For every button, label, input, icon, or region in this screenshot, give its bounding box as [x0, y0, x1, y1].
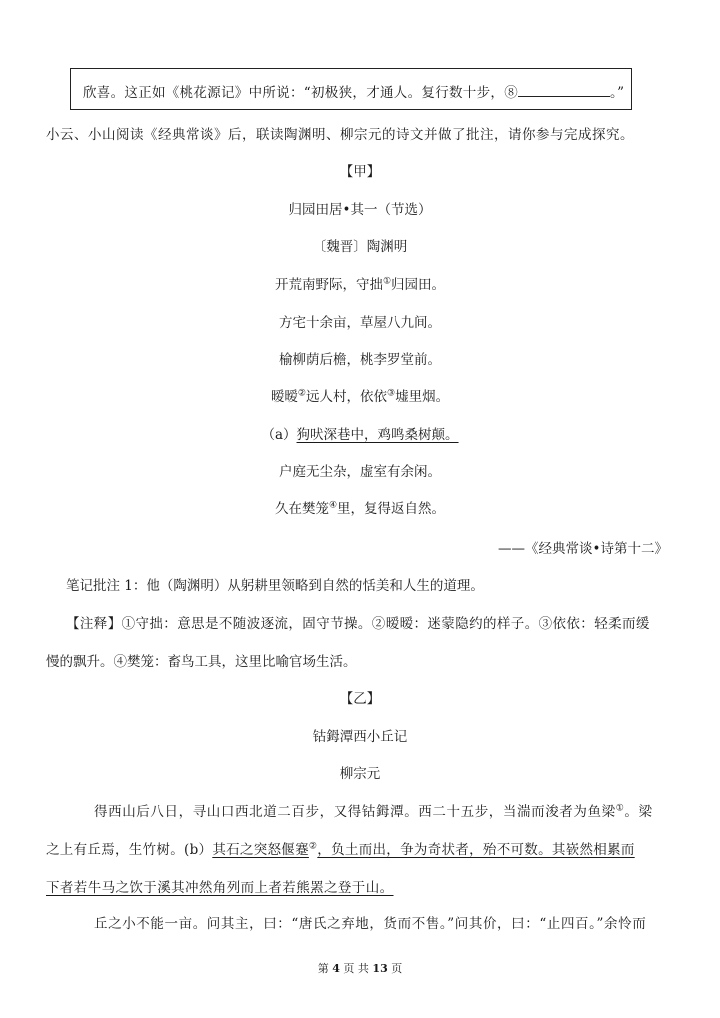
underlined-sentence-a: 狗吠深巷中，鸡鸣桑树颠。 — [296, 427, 459, 443]
poem-source: ——《经典常谈•诗第十二》 — [498, 541, 668, 557]
box-text: 欣喜。这正如《桃花源记》中所说：“初极狭，才通人。复行数十步，⑧ — [83, 85, 519, 101]
underlined-sentence-b: 其石之突怒偃蹇 — [212, 842, 309, 858]
note-marker: ③ — [387, 388, 396, 399]
heading-yi: 【乙】 — [339, 691, 381, 707]
poem-line-6: 户庭无尘杂，虚室有余闲。 — [279, 464, 441, 480]
intro-text: 小云、小山阅读《经典常谈》后，联读陶渊明、柳宗元的诗文并做了批注，请你参与完成探究。 — [46, 127, 634, 143]
note-marker: ④ — [328, 500, 338, 511]
poem-line-2: 方宅十余亩，草屋八九间。 — [279, 315, 441, 331]
essay-line-2: 之上有丘焉，生竹树。(b）其石之突怒偃蹇②，负土而出，争为奇状者，殆不可数。其嵚然相累而 — [46, 841, 635, 858]
answer-blank-8[interactable] — [518, 84, 610, 97]
note-marker: ① — [615, 803, 625, 814]
note-marker: ② — [308, 841, 318, 852]
note-marker: ① — [382, 276, 392, 287]
quote-box — [70, 68, 632, 110]
essay-author: 柳宗元 — [339, 766, 381, 782]
underlined-sentence-b-cont: ，负土而出，争为奇状者，殆不可数。其嵚然相累而 — [317, 842, 635, 858]
essay-title: 钴鉧潭西小丘记 — [312, 729, 408, 745]
essay-line-3-underlined: 下者若牛马之饮于溪其冲然角列而上者若熊罴之登于山。 — [46, 880, 394, 896]
annotation-line-2: 慢的飘升。④樊笼：畜鸟工具，这里比喻官场生活。 — [46, 654, 357, 670]
page-footer: 第 4 页 共 13 页 — [317, 962, 403, 975]
poem-line-3: 榆柳荫后檐，桃李罗堂前。 — [279, 352, 441, 368]
poem-line-1: 开荒南野际，守拙①归园田。 — [274, 276, 446, 293]
page-number: 4 — [332, 962, 340, 975]
heading-jia: 【甲】 — [339, 164, 381, 180]
poem-title: 归园田居•其一（节选） — [288, 202, 432, 218]
essay-line-1: 得西山后八日，寻山口西北道二百步，又得钴鉧潭。西二十五步，当湍而浚者为鱼梁①。梁 — [94, 803, 653, 820]
poem-line-4: 暧暧②远人村，依依③墟里烟。 — [270, 388, 450, 405]
note-marker: ② — [297, 388, 306, 399]
poem-line-7: 久在樊笼④里，复得返自然。 — [274, 500, 446, 517]
annotation-line-1: 【注释】①守拙：意思是不随波逐流，固守节操。②暧暧：迷蒙隐约的样子。③依依：轻柔而缓 — [66, 616, 650, 632]
poem-line-5: （a）狗吠深巷中，鸡鸣桑树颠。 — [261, 427, 459, 443]
note-1: 笔记批注 1：他（陶渊明）从躬耕里领略到自然的恬美和人生的道理。 — [66, 578, 484, 594]
essay-line-4: 丘之小不能一亩。问其主，曰：“唐氏之弃地，货而不售。”问其价，曰：“止四百。”余怜而 — [94, 916, 647, 932]
box-line — [83, 81, 624, 101]
poem-author: 〔魏晋〕陶渊明 — [312, 239, 408, 255]
box-end: 。” — [610, 85, 625, 101]
page-total: 13 — [372, 962, 388, 975]
